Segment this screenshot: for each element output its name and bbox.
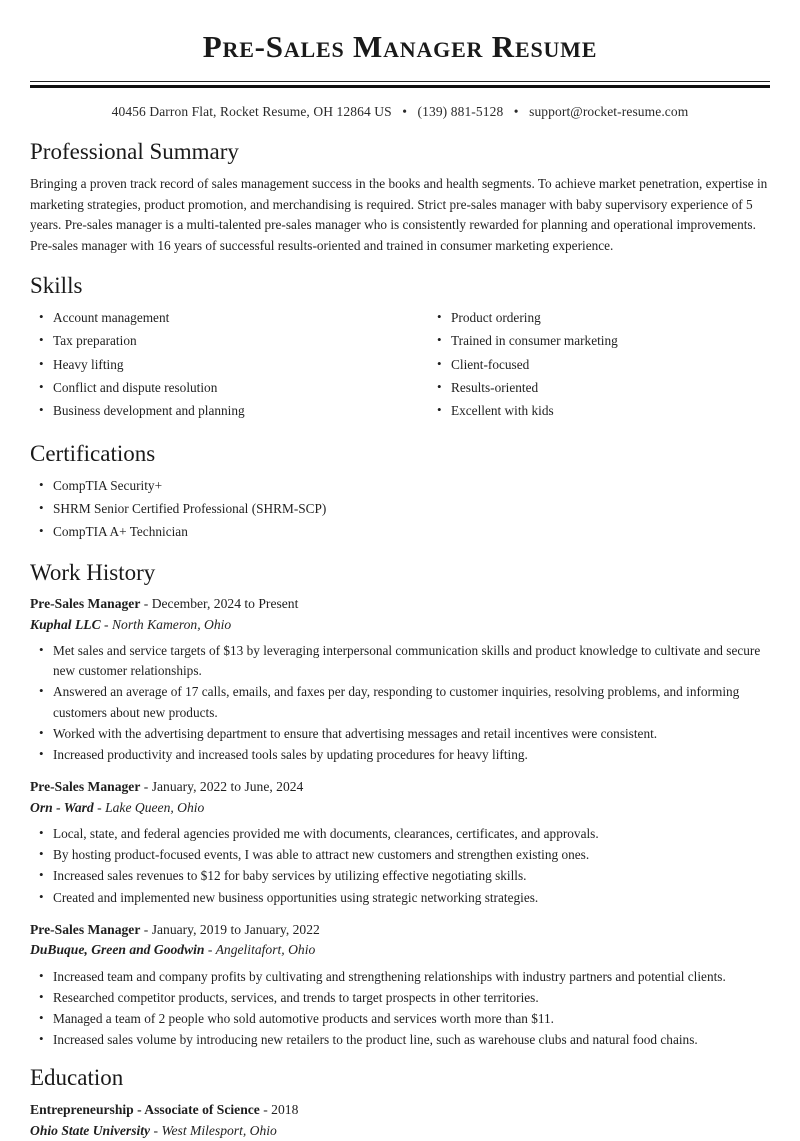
job-dates: January, 2022 to June, 2024 [151, 779, 304, 795]
contact-separator-1: • [402, 104, 408, 120]
job-subheading [30, 940, 770, 960]
list-item: • Excellent with kids [428, 401, 770, 421]
job-subheading [30, 798, 770, 818]
list-item: • Researched competitor products, services, and trends to target prospects in other territories. [30, 988, 770, 1008]
page-title: Pre-Sales Manager Resume [202, 29, 598, 64]
job-location: Angelitafort, Ohio [215, 942, 316, 958]
job-location: North Kameron, Ohio [111, 616, 232, 632]
list-item: • Conflict and dispute resolution [30, 378, 400, 398]
job-dates: December, 2024 to Present [151, 596, 299, 612]
job-heading [30, 920, 770, 940]
job-dash: - [97, 799, 102, 815]
job-company: DuBuque, Green and Goodwin [30, 942, 205, 958]
list-item: • Increased productivity and increased tools sales by updating procedures for heavy lifting. [30, 745, 770, 765]
list-item: • Worked with the advertising department to ensure that advertising messages and retail incentives were consistent. [30, 724, 770, 744]
list-item: • Heavy lifting [30, 355, 400, 375]
job-heading [30, 594, 770, 614]
list-item: • Increased team and company profits by cultivating and strengthening relationships with industry partners and potential clients. [30, 967, 770, 987]
list-item: • Increased sales volume by introducing new retailers to the product line, such as warehouse clubs and natural food chains. [30, 1030, 770, 1050]
section-skills [30, 272, 770, 424]
education-entry [30, 1100, 770, 1141]
section-title-work-history: Work History [30, 559, 156, 585]
list-item: • Increased sales revenues to $12 for baby services by utilizing effective negotiating skills. [30, 866, 770, 886]
list-item: • Managed a team of 2 people who sold automotive products and services worth more than $11. [30, 1009, 770, 1029]
section-work-history [30, 559, 770, 1051]
list-item: • Answered an average of 17 calls, emails, and faxes per day, responding to customer inquiries, resolving problems, and informing customers about new products. [30, 682, 770, 722]
contact-address: 40456 Darron Flat, Rocket Resume, OH 12864 US [111, 104, 392, 120]
education-dash: - [263, 1102, 268, 1118]
section-professional-summary [30, 138, 770, 256]
contact-separator-2: • [513, 104, 519, 120]
list-item: • Business development and planning [30, 401, 400, 421]
education-school: Ohio State University [30, 1122, 151, 1138]
job-responsibilities-list [30, 641, 770, 765]
contact-email: support@rocket-resume.com [529, 104, 689, 120]
section-title-education: Education [30, 1065, 124, 1091]
list-item: • Created and implemented new business opportunities using strategic networking strategies. [30, 888, 770, 908]
work-history-entry [30, 777, 770, 908]
contact-phone: (139) 881-5128 [417, 104, 504, 120]
job-dash: - [143, 596, 149, 612]
list-item: • CompTIA A+ Technician [30, 522, 770, 542]
list-item: • Met sales and service targets of $13 by leveraging interpersonal communication skills and product knowledge to cultivate and secure new customer relationships. [30, 641, 770, 681]
list-item: • Results-oriented [428, 378, 770, 398]
header-divider [30, 81, 770, 88]
education-year: 2018 [271, 1102, 299, 1118]
skills-columns [30, 308, 770, 424]
section-title-certifications: Certifications [30, 441, 156, 467]
contact-line [30, 104, 770, 120]
divider-line-thick [30, 85, 770, 88]
job-dates: January, 2019 to January, 2022 [151, 921, 320, 937]
job-location: Lake Queen, Ohio [105, 799, 205, 815]
job-responsibilities-list [30, 824, 770, 908]
education-subheading [30, 1121, 770, 1141]
section-title-summary: Professional Summary [30, 139, 239, 165]
list-item: • By hosting product-focused events, I was able to attract new customers and strengthen existing ones. [30, 845, 770, 865]
skills-list-right [428, 308, 770, 421]
job-dash: - [207, 942, 213, 958]
job-company: Orn - Ward [30, 799, 94, 815]
education-dash: - [153, 1122, 159, 1138]
list-item: • Product ordering [428, 308, 770, 328]
job-dash: - [104, 616, 109, 632]
section-certifications [30, 440, 770, 542]
list-item: • Account management [30, 308, 400, 328]
section-education [30, 1064, 770, 1141]
job-responsibilities-list [30, 967, 770, 1051]
skills-list-left [30, 308, 400, 421]
job-title: Pre-Sales Manager [30, 921, 141, 937]
job-company: Kuphal LLC [30, 616, 101, 632]
education-heading [30, 1100, 770, 1120]
certifications-list [30, 476, 770, 543]
skills-column-left [30, 308, 400, 424]
job-title: Pre-Sales Manager [30, 596, 141, 612]
list-item: • Client-focused [428, 355, 770, 375]
list-item: • CompTIA Security+ [30, 476, 770, 496]
section-title-skills: Skills [30, 273, 83, 299]
list-item: • Local, state, and federal agencies provided me with documents, clearances, certificates, and approvals. [30, 824, 770, 844]
skills-column-right [400, 308, 770, 424]
education-degree: Entrepreneurship - Associate of Science [30, 1102, 260, 1118]
list-item: • SHRM Senior Certified Professional (SHRM-SCP) [30, 499, 770, 519]
job-dash: - [143, 779, 149, 795]
job-dash: - [143, 921, 149, 937]
job-subheading [30, 615, 770, 635]
job-title: Pre-Sales Manager [30, 779, 141, 795]
work-history-entry [30, 920, 770, 1051]
education-location: West Milesport, Ohio [161, 1122, 277, 1138]
job-heading [30, 777, 770, 797]
work-history-entry [30, 594, 770, 765]
summary-paragraph: Bringing a proven track record of sales management success in the books and health segments. To achieve market penetration, expertise in marketing strategies, product promotion, and merchandising is required. Strict pre-sales manager with baby supervisory experience of 5 years. Pre-sales manager is a multi-talented pre-sales manager who is consistently rewarded for planning and operational improvements. Pre-sales manager with 16 years of successful results-oriented and trained in consumer marketing experience. [30, 175, 768, 253]
list-item: • Trained in consumer marketing [428, 331, 770, 351]
list-item: • Tax preparation [30, 331, 400, 351]
